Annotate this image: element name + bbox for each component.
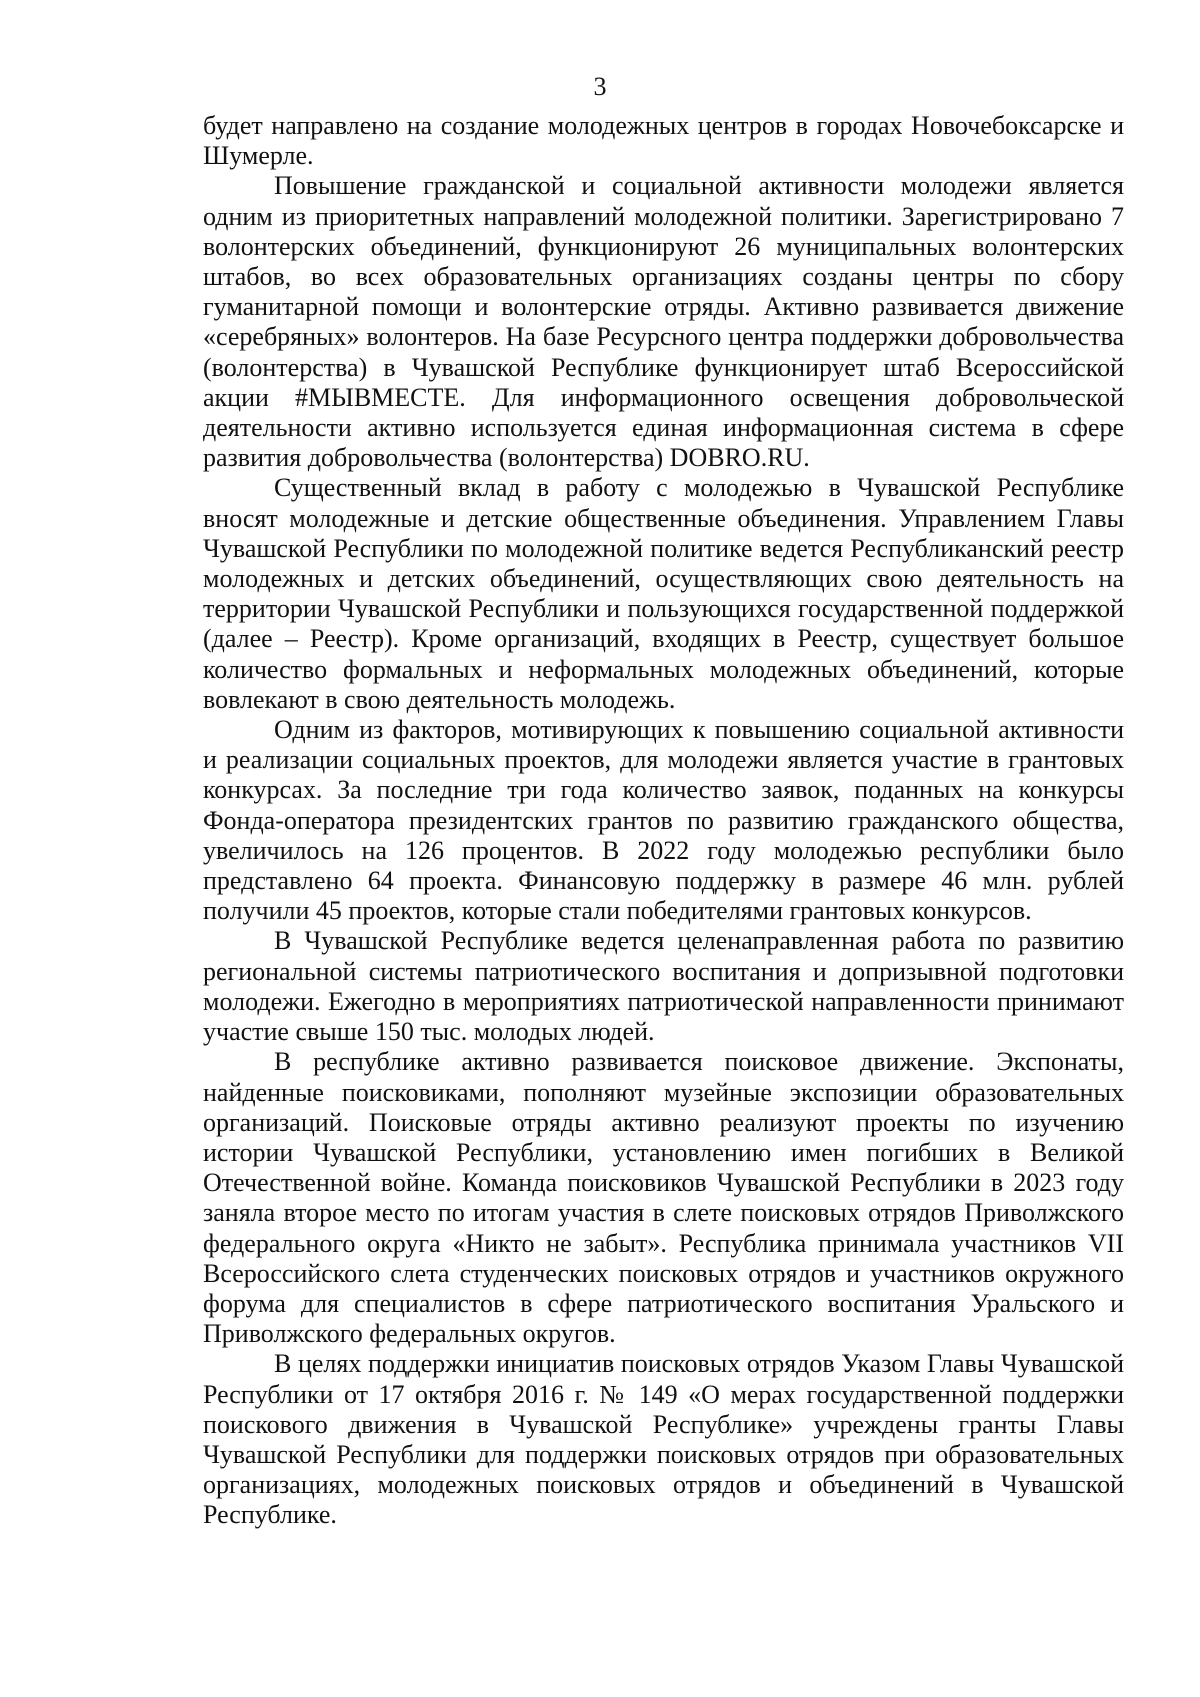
- paragraph-civic-activity: Повышение гражданской и социальной активности молодежи является одним из приоритетных направлений молодежной политики. Зарегистрировано 7 волонтерских объединений, функционируют 26 муниципальных волонтерских штабов, во всех образовательных организациях созданы центры по сбору гуманитарной помощи и волонтерские отряды. Активно развивается движение «серебряных» волонтеров. На базе Ресурсного центра поддержки добровольчества (волонтерства) в Чувашской Республике функционирует штаб Всероссийской акции #МЫВМЕСТЕ. Для информационного освещения добровольческой деятельности активно используется единая информационная система в сфере развития добровольчества (волонтерства) DOBRO.RU.: [203, 171, 1124, 473]
- paragraph-search-grants: В целях поддержки инициатив поисковых отрядов Указом Главы Чувашской Республики от 17 октября 2016 г. № 149 «О мерах государственной поддержки поискового движения в Чувашской Республике» учреждены гранты Главы Чувашской Республики для поддержки поисковых отрядов при образовательных организациях, молодежных поисковых отрядов и объединений в Чувашской Республике.: [203, 1349, 1124, 1530]
- paragraph-patriotic-education: В Чувашской Республике ведется целенаправленная работа по развитию региональной системы патриотического воспитания и допризывной подготовки молодежи. Ежегодно в мероприятиях патриотической направленности принимают участие свыше 150 тыс. молодых людей.: [203, 926, 1124, 1047]
- paragraph-continuation: будет направлено на создание молодежных центров в городах Новочебоксарске и Шумерле.: [203, 111, 1124, 171]
- paragraph-grant-contests: Одним из факторов, мотивирующих к повышению социальной активности и реализации социальных проектов, для молодежи является участие в грантовых конкурсах. За последние три года количество заявок, поданных на конкурсы Фонда-оператора президентских грантов по развитию гражданского общества, увеличилось на 126 процентов. В 2022 году молодежью республики было представлено 64 проекта. Финансовую поддержку в размере 46 млн. рублей получили 45 проектов, которые стали победителями грантовых конкурсов.: [203, 715, 1124, 926]
- document-body: [203, 111, 1124, 1531]
- paragraph-search-movement: В республике активно развивается поисковое движение. Экспонаты, найденные поисковиками, пополняют музейные экспозиции образовательных организаций. Поисковые отряды активно реализуют проекты по изучению истории Чувашской Республики, установлению имен погибших в Великой Отечественной войне. Команда поисковиков Чувашской Республики в 2023 году заняла второе место по итогам участия в слете поисковых отрядов Приволжского федерального округа «Никто не забыт». Республика принимала участников VII Всероссийского слета студенческих поисковых отрядов и участников окружного форума для специалистов в сфере патриотического воспитания Уральского и Приволжского федеральных округов.: [203, 1047, 1124, 1349]
- page-number: 3: [593, 72, 607, 101]
- paragraph-youth-associations: Существенный вклад в работу с молодежью в Чувашской Республике вносят молодежные и детские общественные объединения. Управлением Главы Чувашской Республики по молодежной политике ведется Республиканский реестр молодежных и детских объединений, осуществляющих свою деятельность на территории Чувашской Республики и пользующихся государственной поддержкой (далее – Реестр). Кроме организаций, входящих в Реестр, существует большое количество формальных и неформальных молодежных объединений, которые вовлекают в свою деятельность молодежь.: [203, 473, 1124, 714]
